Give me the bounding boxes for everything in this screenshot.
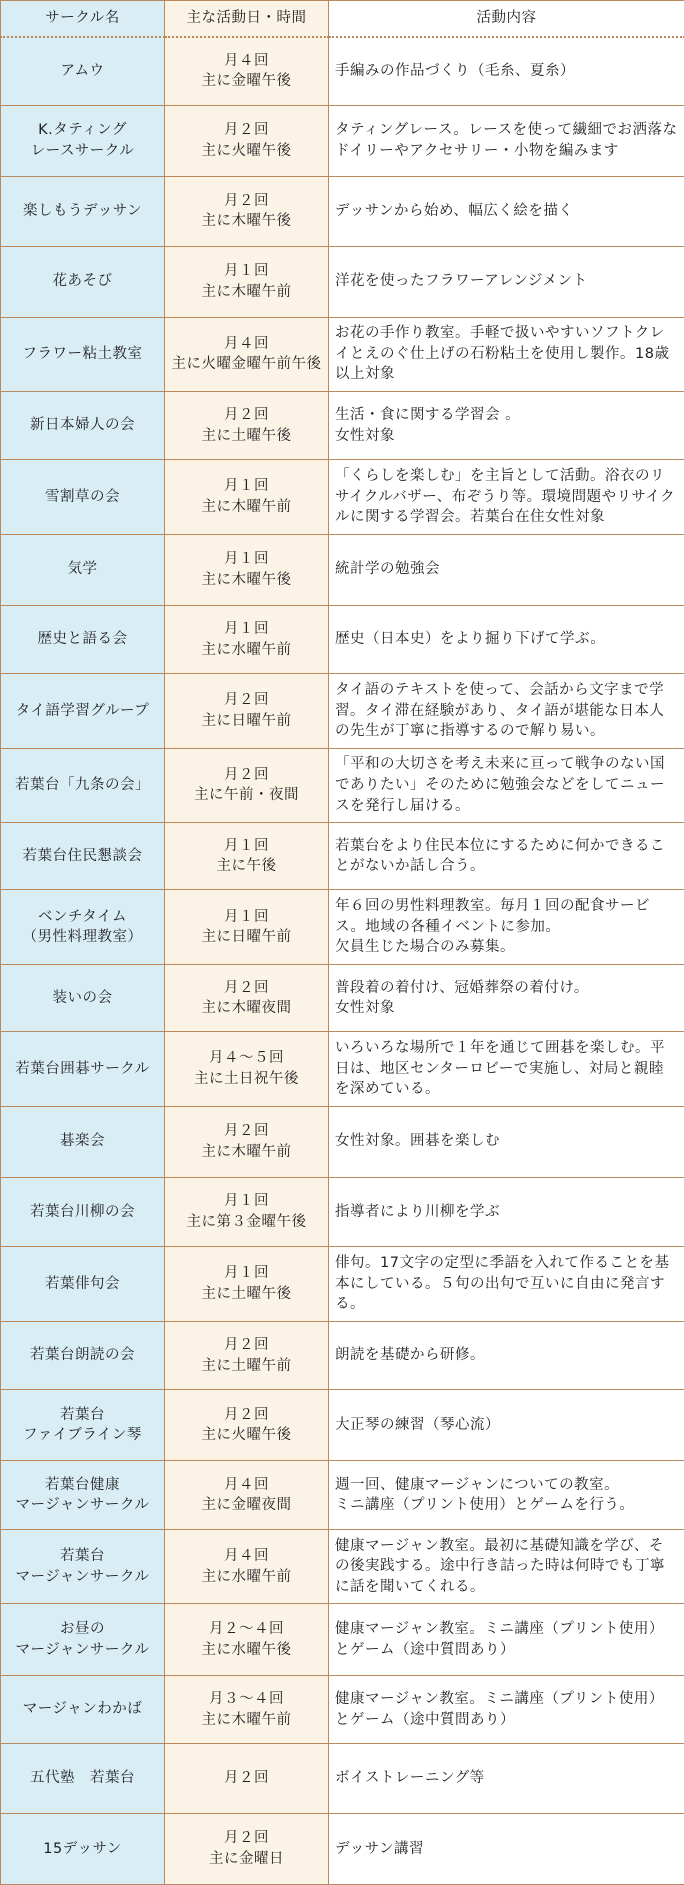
schedule-cell xyxy=(165,822,329,889)
schedule-text: 月２回 主に木曜午前 xyxy=(201,1123,292,1160)
activity-text: 普段着の着付け、冠婚葬祭の着付け。 女性対象 xyxy=(335,979,589,1017)
table-row xyxy=(1,1530,684,1604)
activity-text: お花の手作り教室。手軽で扱いやすいソフトクレイとえのぐ仕上げの石粉粘土を使用し製作。18歳以上対象 xyxy=(335,325,670,383)
circle-name-cell xyxy=(1,176,165,246)
schedule-cell xyxy=(165,1106,329,1177)
circle-name-text: 花あそび xyxy=(52,273,113,290)
table-row xyxy=(1,1604,684,1676)
schedule-cell xyxy=(165,1604,329,1676)
circle-name-text: フラワー粘土教室 xyxy=(22,345,143,362)
schedule-text: 月２回 主に金曜日 xyxy=(209,1830,284,1867)
activity-text: ボイストレーニング等 xyxy=(335,1770,485,1787)
schedule-text: 月１回 主に午後 xyxy=(216,837,277,875)
schedule-text: 月２回 主に午前・夜間 xyxy=(194,766,299,804)
schedule-text: 月２～４回 主に水曜午後 xyxy=(201,1621,292,1658)
activity-cell xyxy=(329,1676,684,1743)
table-row xyxy=(1,317,684,391)
circle-name-text: 新日本婦人の会 xyxy=(30,417,135,434)
activity-cell xyxy=(329,1604,684,1676)
circle-name-text: 若葉台川柳の会 xyxy=(30,1203,135,1220)
schedule-text: 月１回 主に木曜午後 xyxy=(201,551,292,588)
schedule-cell xyxy=(165,748,329,822)
activity-cell xyxy=(329,391,684,460)
activity-cell xyxy=(329,1461,684,1530)
circle-name-cell xyxy=(1,748,165,822)
table-row xyxy=(1,822,684,889)
activity-text: 手編みの作品づくり（毛糸、夏糸） xyxy=(335,62,575,79)
circle-name-cell xyxy=(1,964,165,1031)
header-activity: 活動内容 xyxy=(329,1,684,37)
activity-text: 健康マージャン教室。ミニ講座（プリント使用）とゲーム（途中質問あり） xyxy=(335,1691,664,1728)
activity-cell xyxy=(329,37,684,106)
activity-text: タイ語のテキストを使って、会話から文字まで学習。タイ滞在経験があり、タイ語が堪能な日本人の先生が丁寧に指導するので解り易い。 xyxy=(335,682,665,740)
circle-name-text: 若葉台住民懇談会 xyxy=(22,847,143,864)
circle-name-text: アムウ xyxy=(60,62,105,79)
activity-cell xyxy=(329,1032,684,1106)
schedule-text: 月２回 主に木曜夜間 xyxy=(201,979,292,1017)
table-row xyxy=(1,674,684,748)
activity-cell xyxy=(329,317,684,391)
circle-name-cell xyxy=(1,37,165,106)
table-row xyxy=(1,37,684,106)
schedule-text: 月１回 主に第３金曜午後 xyxy=(186,1193,307,1231)
activity-cell xyxy=(329,1390,684,1461)
schedule-text: 月３～４回 主に木曜午前 xyxy=(201,1691,292,1728)
activity-cell xyxy=(329,890,684,965)
circle-name-cell xyxy=(1,391,165,460)
circle-name-cell xyxy=(1,1032,165,1106)
schedule-cell xyxy=(165,1177,329,1247)
circle-name-cell xyxy=(1,1676,165,1743)
circle-name-text: K.タティング レースサークル xyxy=(30,122,135,159)
activity-text: 女性対象。囲碁を楽しむ xyxy=(335,1133,500,1150)
header-row xyxy=(1,1,684,37)
activity-cell xyxy=(329,176,684,246)
activity-cell xyxy=(329,1177,684,1247)
circle-name-cell xyxy=(1,1177,165,1247)
activity-text: 歴史（日本史）をより掘り下げて学ぶ。 xyxy=(335,631,606,648)
table-row xyxy=(1,1461,684,1530)
circle-name-text: 若葉台朗読の会 xyxy=(30,1347,135,1364)
circle-name-text: 若葉俳句会 xyxy=(45,1275,120,1292)
table-row xyxy=(1,890,684,965)
activity-text: いろいろな場所で１年を通じて囲碁を楽しむ。平日は、地区センターロビーで実施し、対局と親睦を深めている。 xyxy=(335,1040,665,1098)
table-row xyxy=(1,246,684,317)
schedule-text: 月２回 主に土曜午前 xyxy=(201,1336,292,1374)
circle-name-cell xyxy=(1,1247,165,1321)
schedule-text: 月１回 主に木曜午前 xyxy=(201,478,292,516)
circle-name-text: 楽しもうデッサン xyxy=(23,202,142,219)
schedule-text: 月２回 主に日曜午前 xyxy=(201,692,292,729)
circle-name-text: 碁楽会 xyxy=(60,1133,105,1150)
schedule-cell xyxy=(165,1390,329,1461)
schedule-text: 月４～５回 主に土日祝午後 xyxy=(194,1050,299,1087)
circle-name-text: 若葉台 ファイブライン琴 xyxy=(23,1406,142,1444)
schedule-cell xyxy=(165,1743,329,1813)
activity-cell xyxy=(329,1106,684,1177)
table-row xyxy=(1,176,684,246)
schedule-cell xyxy=(165,1813,329,1884)
circle-name-cell xyxy=(1,317,165,391)
table-row xyxy=(1,1321,684,1390)
schedule-text: 月２回 主に火曜午後 xyxy=(201,122,292,159)
header-circle-name: サークル名 xyxy=(1,1,165,37)
activity-text: 統計学の勉強会 xyxy=(335,561,440,578)
circle-name-cell xyxy=(1,1106,165,1177)
circle-name-text: 15デッサン xyxy=(43,1840,122,1857)
circle-name-cell xyxy=(1,1390,165,1461)
circle-name-cell xyxy=(1,1461,165,1530)
activity-cell xyxy=(329,1530,684,1604)
circle-name-text: 若葉台囲碁サークル xyxy=(15,1060,150,1077)
schedule-cell xyxy=(165,605,329,674)
activity-cell xyxy=(329,534,684,605)
schedule-text: 月４回 主に水曜午前 xyxy=(201,1548,292,1585)
activity-text: デッサン講習 xyxy=(335,1840,424,1857)
table-row xyxy=(1,1390,684,1461)
circle-name-text: 五代塾 若葉台 xyxy=(30,1770,135,1787)
schedule-cell xyxy=(165,534,329,605)
activity-cell xyxy=(329,105,684,176)
table-row xyxy=(1,1247,684,1321)
activity-cell xyxy=(329,460,684,534)
activity-cell xyxy=(329,246,684,317)
activity-cell xyxy=(329,1247,684,1321)
table-row xyxy=(1,1032,684,1106)
schedule-text: 月１回 主に日曜午前 xyxy=(201,908,292,946)
table-row xyxy=(1,1676,684,1743)
schedule-text: 月１回 主に水曜午前 xyxy=(201,620,292,658)
activity-text: 若葉台をより住民本位にするために何かできることがないか話し合う。 xyxy=(335,837,665,875)
schedule-text: 月４回 主に金曜夜間 xyxy=(201,1476,292,1514)
activity-text: 俳句。17文字の定型に季語を入れて作ることを基本にしている。５句の出句で互いに自由に発言する。 xyxy=(335,1255,670,1313)
activity-text: 生活・食に関する学習会 。 女性対象 xyxy=(335,407,521,444)
circle-name-cell xyxy=(1,822,165,889)
schedule-cell xyxy=(165,246,329,317)
circle-name-text: 歴史と語る会 xyxy=(37,631,128,648)
circle-name-text: 装いの会 xyxy=(52,989,113,1006)
circle-name-text: ベンチタイム （男性料理教室） xyxy=(22,908,143,946)
schedule-cell xyxy=(165,1032,329,1106)
circle-name-cell xyxy=(1,1604,165,1676)
schedule-cell xyxy=(165,37,329,106)
schedule-cell xyxy=(165,1530,329,1604)
circle-name-cell xyxy=(1,674,165,748)
table-row xyxy=(1,1813,684,1884)
circle-name-text: 気学 xyxy=(67,561,98,578)
schedule-text: 月４回 主に火曜金曜午前午後 xyxy=(171,335,322,373)
activity-cell xyxy=(329,1321,684,1390)
schedule-cell xyxy=(165,460,329,534)
activity-cell xyxy=(329,1743,684,1813)
schedule-cell xyxy=(165,391,329,460)
circle-name-text: 若葉台「九条の会」 xyxy=(15,776,150,793)
circle-name-text: 雪割草の会 xyxy=(45,488,120,505)
schedule-cell xyxy=(165,317,329,391)
schedule-cell xyxy=(165,176,329,246)
circle-name-cell xyxy=(1,1743,165,1813)
circle-name-text: 若葉台健康 マージャンサークル xyxy=(15,1476,150,1514)
activity-text: 朗読を基礎から研修。 xyxy=(335,1347,485,1364)
activity-text: デッサンから始め、幅広く絵を描く xyxy=(335,202,574,219)
table-header xyxy=(1,1,684,37)
schedule-cell xyxy=(165,1461,329,1530)
table-row xyxy=(1,391,684,460)
schedule-cell xyxy=(165,964,329,1031)
table-row xyxy=(1,534,684,605)
schedule-text: 月２回 xyxy=(224,1770,269,1787)
schedule-text: 月１回 主に木曜午前 xyxy=(201,262,292,300)
circle-name-cell xyxy=(1,460,165,534)
table-row xyxy=(1,1106,684,1177)
circle-name-cell xyxy=(1,246,165,317)
schedule-text: 月４回 主に金曜午後 xyxy=(201,52,292,90)
table-row xyxy=(1,105,684,176)
activity-cell xyxy=(329,674,684,748)
table-row xyxy=(1,964,684,1031)
circle-name-cell xyxy=(1,534,165,605)
circle-name-cell xyxy=(1,890,165,965)
circle-name-cell xyxy=(1,605,165,674)
circle-name-text: タイ語学習グループ xyxy=(15,702,150,719)
schedule-cell xyxy=(165,890,329,965)
circle-name-text: マージャンわかば xyxy=(22,1701,143,1718)
activity-text: 健康マージャン教室。ミニ講座（プリント使用）とゲーム（途中質問あり） xyxy=(335,1621,664,1658)
header-schedule: 主な活動日・時間 xyxy=(165,1,329,37)
circle-name-text: 若葉台 マージャンサークル xyxy=(15,1548,150,1585)
table-body xyxy=(1,37,684,1885)
circle-name-cell xyxy=(1,1321,165,1390)
schedule-cell xyxy=(165,105,329,176)
activity-text: タティングレース。レースを使って繊細でお洒落なドイリーやアクセサリー・小物を編みます xyxy=(335,122,678,159)
schedule-cell xyxy=(165,674,329,748)
activity-cell xyxy=(329,964,684,1031)
table-row xyxy=(1,1177,684,1247)
circle-name-cell xyxy=(1,1813,165,1884)
schedule-cell xyxy=(165,1247,329,1321)
circle-name-text: お昼の マージャンサークル xyxy=(15,1621,150,1658)
circle-name-cell xyxy=(1,105,165,176)
schedule-text: 月２回 主に木曜午後 xyxy=(201,192,292,230)
activity-cell xyxy=(329,1813,684,1884)
table-row xyxy=(1,605,684,674)
schedule-text: 月１回 主に土曜午後 xyxy=(201,1265,292,1303)
activity-text: 「くらしを楽しむ」を主旨として活動。浴衣のリサイクルバザー、布ぞうり等。環境問題やリサイクルに関する学習会。若葉台在住女性対象 xyxy=(335,468,676,526)
schedule-cell xyxy=(165,1321,329,1390)
schedule-cell xyxy=(165,1676,329,1743)
circle-name-cell xyxy=(1,1530,165,1604)
schedule-text: 月２回 主に火曜午後 xyxy=(201,1406,292,1444)
activity-text: 健康マージャン教室。最初に基礎知識を学び、その後実践する。途中行き詰った時は何時でも丁寧に話を聞いてくれる。 xyxy=(335,1537,665,1595)
activity-text: 年６回の男性料理教室。毎月１回の配食サービス。地域の各種イベントに参加。 欠員生じた場合のみ募集。 xyxy=(335,898,650,956)
activity-cell xyxy=(329,822,684,889)
activity-cell xyxy=(329,748,684,822)
table-row xyxy=(1,460,684,534)
activity-text: 指導者により川柳を学ぶ xyxy=(335,1203,500,1220)
table-row xyxy=(1,1743,684,1813)
activity-cell xyxy=(329,605,684,674)
activity-text: 週一回、健康マージャンについての教室。 ミニ講座（プリント使用）とゲームを行う。 xyxy=(335,1476,635,1514)
activity-text: 「平和の大切さを考え未来に亘って戦争のない国でありたい」そのために勉強会などをしてニュースを発行し届ける。 xyxy=(335,756,665,814)
activity-text: 洋花を使ったフラワーアレンジメント xyxy=(335,273,588,290)
schedule-text: 月２回 主に土曜午後 xyxy=(201,407,292,444)
table-row xyxy=(1,748,684,822)
activity-text: 大正琴の練習（琴心流） xyxy=(335,1417,500,1434)
